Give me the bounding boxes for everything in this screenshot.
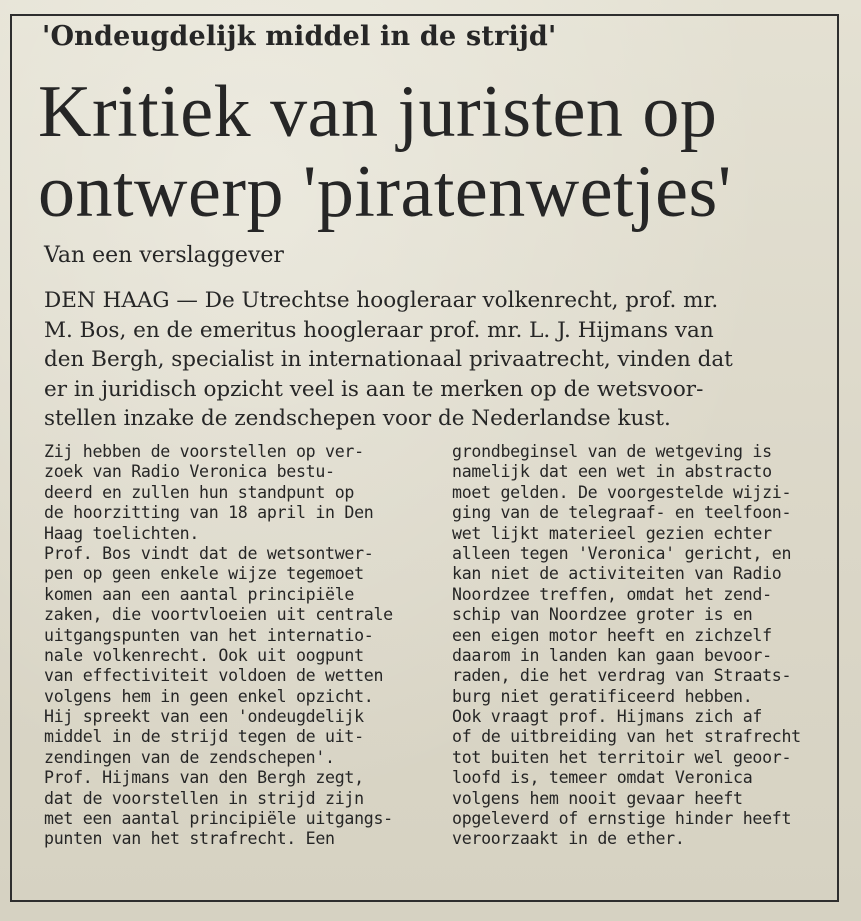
body-line: met een aantal principiële uitgangs-	[44, 809, 393, 829]
article-lede	[44, 286, 820, 434]
lede-line: er in juridisch opzicht veel is aan te merken op de wetsvoor-	[44, 376, 704, 402]
body-line: daarom in landen kan gaan bevoor-	[452, 645, 772, 665]
body-line: schip van Noordzee groter is en	[452, 605, 753, 625]
body-line: veroorzaakt in de ether.	[452, 829, 685, 849]
body-line: de hoorzitting van 18 april in Den	[44, 503, 374, 523]
body-line: Noordzee treffen, omdat het zend-	[452, 584, 772, 604]
body-line: een eigen motor heeft en zichzelf	[452, 625, 772, 645]
body-line: alleen tegen 'Veronica' gericht, en	[452, 543, 792, 563]
body-column-right	[452, 442, 801, 850]
body-line: Haag toelichten.	[44, 523, 200, 543]
body-line: Prof. Bos vindt dat de wetsontwer-	[44, 543, 374, 563]
body-line: Prof. Hijmans van den Bergh zegt,	[44, 768, 364, 788]
lede-line: stellen inzake de zendschepen voor de Nederlandse kust.	[44, 406, 671, 431]
body-line: loofd is, temeer omdat Veronica	[452, 768, 753, 788]
body-column-left	[44, 442, 393, 850]
body-line: moet gelden. De voorgestelde wijzi-	[452, 482, 792, 502]
body-line: grondbeginsel van de wetgeving is	[452, 442, 772, 461]
body-line: middel in de strijd tegen de uit-	[44, 727, 364, 747]
body-line: dat de voorstellen in strijd zijn	[44, 788, 364, 808]
body-line: tot buiten het territoir wel geoor-	[452, 747, 792, 767]
body-line: van effectiviteit voldoen de wetten	[44, 666, 384, 686]
body-line: raden, die het verdrag van Straats-	[452, 666, 792, 686]
body-line: zendingen van de zendschepen'.	[44, 747, 335, 767]
body-line: opgeleverd of ernstige hinder heeft	[452, 809, 792, 829]
headline-line: ontwerp 'piratenwetjes'	[38, 151, 732, 233]
body-line: ging van de telegraaf- en teelfoon-	[452, 503, 792, 523]
body-line: Ook vraagt prof. Hijmans zich af	[452, 707, 763, 727]
body-line: komen aan een aantal principiële	[44, 584, 355, 604]
body-line: volgens hem nooit gevaar heeft	[452, 788, 743, 808]
lede-line: DEN HAAG — De Utrechtse hoogleraar volkenrecht, prof. mr.	[44, 288, 719, 313]
headline-line: Kritiek van juristen op	[38, 71, 718, 153]
body-line: uitgangspunten van het internatio-	[44, 625, 374, 645]
body-line: volgens hem in geen enkel opzicht.	[44, 686, 374, 706]
body-line: of de uitbreiding van het strafrecht	[452, 727, 801, 747]
lede-line: den Bergh, specialist in internationaal privaatrecht, vinden dat	[44, 347, 733, 372]
body-line: burg niet geratificeerd hebben.	[452, 686, 753, 706]
body-line: zoek van Radio Veronica bestu-	[44, 462, 335, 482]
article-byline: Van een verslaggever	[44, 243, 284, 268]
lede-line: M. Bos, en de emeritus hoogleraar prof. mr. L. J. Hijmans van	[44, 317, 714, 343]
body-line: kan niet de activiteiten van Radio	[452, 564, 782, 584]
article-kicker: 'Ondeugdelijk middel in de strijd'	[42, 21, 557, 52]
body-line: punten van het strafrecht. Een	[44, 829, 335, 849]
body-line: deerd en zullen hun standpunt op	[44, 482, 355, 502]
body-line: zaken, die voortvloeien uit centrale	[44, 605, 393, 625]
body-line: namelijk dat een wet in abstracto	[452, 462, 772, 482]
body-line: Zij hebben de voorstellen op ver-	[44, 442, 364, 461]
body-line: pen op geen enkele wijze tegemoet	[44, 564, 364, 584]
article-headline	[38, 72, 732, 232]
body-line: Hij spreekt van een 'ondeugdelijk	[44, 707, 364, 727]
body-line: nale volkenrecht. Ook uit oogpunt	[44, 645, 364, 665]
body-line: wet lijkt materieel gezien echter	[452, 523, 772, 543]
